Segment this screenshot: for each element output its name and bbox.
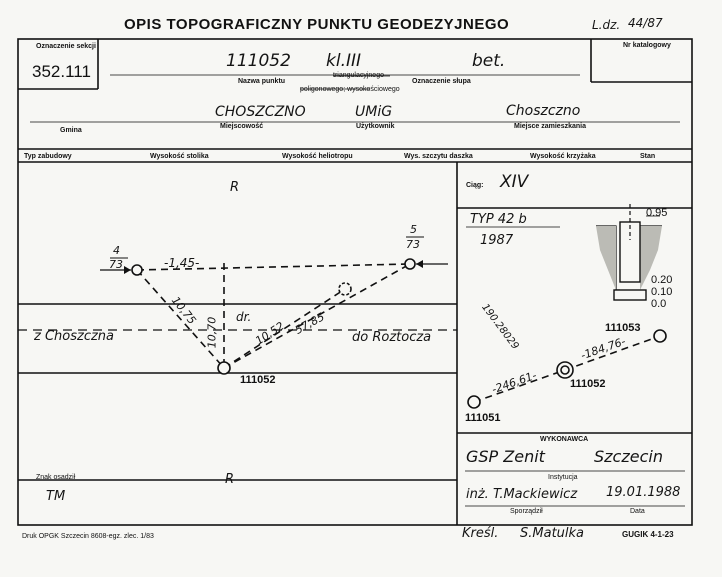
marker-value: bet. bbox=[472, 51, 506, 71]
frac-left-num: 4 bbox=[113, 244, 120, 257]
from-town: z Choszczna bbox=[34, 329, 114, 344]
institution-label: Instytucja bbox=[548, 474, 578, 481]
survey-point-label: 111052 bbox=[240, 374, 276, 386]
reference-r-bottom: R bbox=[225, 472, 235, 487]
section-label: Oznaczenie sekcji bbox=[36, 43, 96, 50]
point-number: 111052 bbox=[226, 51, 291, 71]
marker-type: TYP 42 b bbox=[470, 212, 527, 227]
residence-value: Choszczno bbox=[506, 103, 581, 119]
town-value: UMiG bbox=[355, 104, 393, 120]
polygon-label: poligonowego; wysokościowego bbox=[300, 86, 400, 93]
traverse-value: XIV bbox=[500, 172, 529, 192]
survey-point bbox=[218, 362, 230, 374]
traverse-dist-a: -246,61- bbox=[490, 368, 539, 397]
point-class: kl.III bbox=[326, 51, 362, 71]
depth-1: 0.20 bbox=[651, 274, 673, 286]
state-label: Stan bbox=[640, 153, 656, 160]
institution-value: GSP Zenit bbox=[466, 447, 545, 466]
marker-label: Oznaczenie słupa bbox=[412, 78, 471, 85]
executed-label: WYKONAWCA bbox=[540, 436, 589, 443]
depth-top: 0.95 bbox=[646, 207, 668, 219]
to-town: do Roztocza bbox=[352, 330, 432, 345]
form-code: GUGIK 4-1-23 bbox=[622, 530, 674, 539]
roof-height-label: Wys. szczytu daszka bbox=[404, 153, 473, 160]
point-name-label: Nazwa punktu bbox=[238, 78, 286, 85]
ref-point-right bbox=[405, 259, 415, 269]
traverse-label-111053: 111053 bbox=[605, 322, 641, 334]
dist-mid: 10,52 bbox=[253, 319, 287, 348]
building-type-label: Typ zabudowy bbox=[24, 153, 72, 160]
frac-left-den: 73 bbox=[109, 258, 123, 271]
frac-right-num: 5 bbox=[410, 223, 417, 236]
reference-r-top: R bbox=[230, 180, 240, 195]
azimuth-value: 190.28029 bbox=[479, 302, 521, 352]
ref-point-left bbox=[132, 265, 142, 275]
dist-left: 10,75 bbox=[168, 294, 199, 327]
traverse-label: Ciąg: bbox=[466, 182, 484, 189]
cross-height-label: Wysokość krzyżaka bbox=[530, 153, 596, 160]
frac-right-den: 73 bbox=[406, 238, 420, 251]
mark-value: TM bbox=[46, 489, 66, 504]
gmina-label: Gmina bbox=[60, 127, 82, 134]
traverse-label-111052: 111052 bbox=[570, 378, 606, 390]
residence-label: Miejsce zamieszkania bbox=[514, 123, 586, 130]
catalog-label: Nr katalogowy bbox=[623, 42, 671, 49]
city-value: Szczecin bbox=[594, 447, 663, 466]
mark-label: Znak osadził bbox=[36, 474, 76, 481]
drawn-label: Kreśl. bbox=[462, 526, 499, 541]
ref-point-mid bbox=[339, 283, 351, 295]
dist-long: 57,85 bbox=[292, 310, 327, 337]
author-label: Sporządził bbox=[510, 508, 543, 515]
marker-year: 1987 bbox=[480, 233, 514, 248]
user-label: Użytkownik bbox=[356, 123, 395, 130]
road-label: dr. bbox=[236, 310, 252, 324]
author-value: inż. T.Mackiewicz bbox=[466, 487, 578, 502]
table-height-label: Wysokość stolika bbox=[150, 153, 209, 160]
depth-3: 0.0 bbox=[651, 298, 667, 310]
drawn-value: S.Matulka bbox=[520, 526, 585, 541]
gmina-value: CHOSZCZNO bbox=[215, 104, 306, 120]
form-title: OPIS TOPOGRAFICZNY PUNKTU GEODEZYJNEGO bbox=[124, 16, 510, 33]
heliotrope-height-label: Wysokość heliotropu bbox=[282, 153, 353, 160]
traverse-point-111053 bbox=[654, 330, 666, 342]
town-label: Miejscowość bbox=[220, 123, 264, 130]
date-value: 19.01.1988 bbox=[606, 485, 681, 500]
traverse-point-111051 bbox=[468, 396, 480, 408]
traverse-dist-b: -184,76- bbox=[579, 334, 628, 363]
traverse-label-111051: 111051 bbox=[465, 412, 501, 424]
dist-top: -1,45- bbox=[164, 256, 200, 270]
ldz-label: L.dz. bbox=[592, 18, 621, 32]
dist-vertical: 10,70 bbox=[205, 316, 219, 349]
section-value: 352.111 bbox=[32, 62, 91, 81]
date-label: Data bbox=[630, 508, 645, 515]
depth-2: 0.10 bbox=[651, 286, 673, 298]
print-note: Druk OPGK Szczecin 8608-egz. zlec. 1/83 bbox=[22, 533, 154, 540]
triang-label: triangulacyjnego bbox=[333, 72, 384, 79]
ldz-value: 44/87 bbox=[628, 16, 663, 30]
